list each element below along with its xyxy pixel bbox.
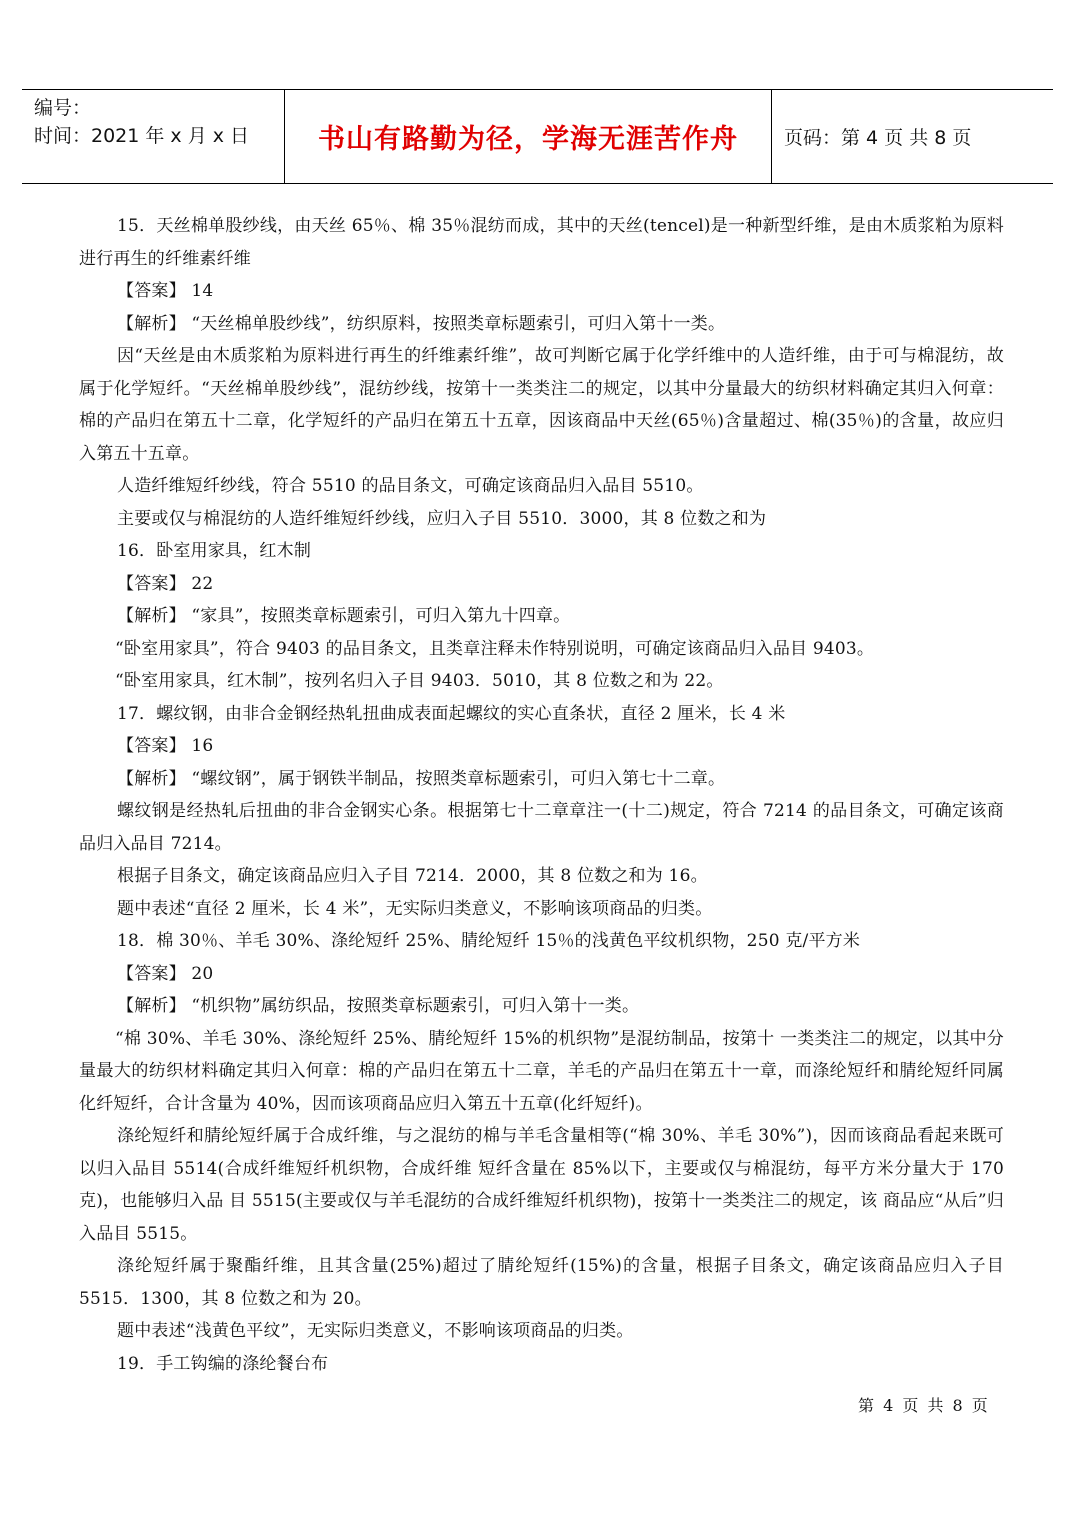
paragraph: “棉 30%、羊毛 30%、涤纶短纤 25%、腈纶短纤 15%的机织物”是混纺制品，按第十 一类类注二的规定，以其中分量最大的纺织材料确定其归入何章：棉的产品归在第五十二章，羊毛的产品归在第五十一章，而涤纶短纤和腈纶短纤同属化纤短纤，合计含量为 40%，因而该项商品应归入第五十五章(化纤短纤)。 [79,1028,1004,1114]
answer-line: 【答案】 20 [117,963,214,984]
analysis-line: 【解析】 “天丝棉单股纱线”，纺织原料，按照类章标题索引，可归入第十一类。 [117,313,726,334]
analysis-line: 【解析】 “家具”，按照类章标题索引，可归入第九十四章。 [117,606,571,626]
analysis-line: 【解析】 “螺纹钢”，属于钢铁半制品，按照类章标题索引，可归入第七十二章。 [117,768,726,789]
question-heading: 18．棉 30％、羊毛 30%、涤纶短纤 25%、腈纶短纤 15％的浅黄色平纹机织物，250 克/平方米 [117,931,861,951]
answer-line: 【答案】 14 [117,281,214,301]
paragraph: 因“天丝是由木质浆粕为原料进行再生的纤维素纤维”，故可判断它属于化学纤维中的人造纤维，由于可与棉混纺，故属于化学短纤。“天丝棉单股纱线”，混纺纱线，按第十一类类注二的规定，以其中分量最大的纺织材料确定其归入何章：棉的产品归在第五十二章，化学短纤的产品归在第五十五章，因该商品中天丝(65％)含量超过、棉(35％)的含量，故应归入第五十五章。 [79,346,1004,464]
question-heading: 19．手工钩编的涤纶餐台布 [117,1353,329,1374]
question-heading: 17．螺纹钢，由非合金钢经热轧扭曲成表面起螺纹的实心直条状，直径 2 厘米，长 4 米 [117,703,786,724]
paragraph: “卧室用家具”，符合 9403 的品目条文，且类章注释未作特别说明，可确定该商品归入品目 9403。 [115,638,875,659]
number-label: 编号： [34,97,92,119]
analysis-line: 【解析】 “机织物”属纺织品，按照类章标题索引，可归入第十一类。 [117,996,640,1016]
paragraph: 15．天丝棉单股纱线，由天丝 65％、棉 35％混纺而成，其中的天丝(tencel)是一种新型纤维，是由木质浆粕为原料进行再生的纤维素纤维 [79,216,1004,269]
answer-line: 【答案】 22 [117,573,214,594]
paragraph: 题中表述“直径 2 厘米，长 4 米”，无实际归类意义，不影响该项商品的归类。 [117,898,713,919]
paragraph: 主要或仅与棉混纺的人造纤维短纤纱线，应归入子目 5510．3000，其 8 位数之和为 [117,508,767,529]
header-page-info: 页码：第 4 页 共 8 页 [784,127,972,149]
paragraph: 螺纹钢是经热轧后扭曲的非合金钢实心条。根据第七十二章章注一(十二)规定，符合 7214 的品目条文，可确定该商品归入品目 7214。 [79,801,1004,854]
time-label: 时间：2021 年 x 月 x 日 [34,125,250,147]
paragraph: 题中表述“浅黄色平纹”，无实际归类意义，不影响该项商品的归类。 [117,1321,634,1341]
header-meta [22,90,285,183]
paragraph: 涤纶短纤和腈纶短纤属于合成纤维，与之混纺的棉与羊毛含量相等(“棉 30%、羊毛 30%”)，因而该商品看起来既可以归入品目 5514(合成纤维短纤机织物，合成纤维 短纤含量在 85%以下，主要或仅与棉混纺，每平方米分量大于 170 克)，也能够归入品 目 5515(主要或仅与羊毛混纺的合成纤维短纤机织物)，按第十一类类注二的规定，该 商品应“从后”归入品目 5515。 [79,1126,1004,1244]
page-header [22,89,1053,184]
document-body [79,210,1004,1380]
question-heading: 16．卧室用家具，红木制 [117,541,312,561]
page-footer: 第 4 页 共 8 页 [858,1396,990,1415]
paragraph: 人造纤维短纤纱线，符合 5510 的品目条文，可确定该商品归入品目 5510。 [117,476,704,496]
paragraph: 涤纶短纤属于聚酯纤维，且其含量(25%)超过了腈纶短纤(15%)的含量，根据子目条文，确定该商品应归入子目 5515．1300，其 8 位数之和为 20。 [79,1256,1004,1309]
answer-line: 【答案】 16 [117,736,214,756]
paragraph: “卧室用家具，红木制”，按列名归入子目 9403．5010，其 8 位数之和为 22。 [115,671,724,691]
header-motto: 书山有路勤为径，学海无涯苦作舟 [284,90,772,183]
paragraph: 根据子目条文，确定该商品应归入子目 7214．2000，其 8 位数之和为 16。 [117,866,708,886]
